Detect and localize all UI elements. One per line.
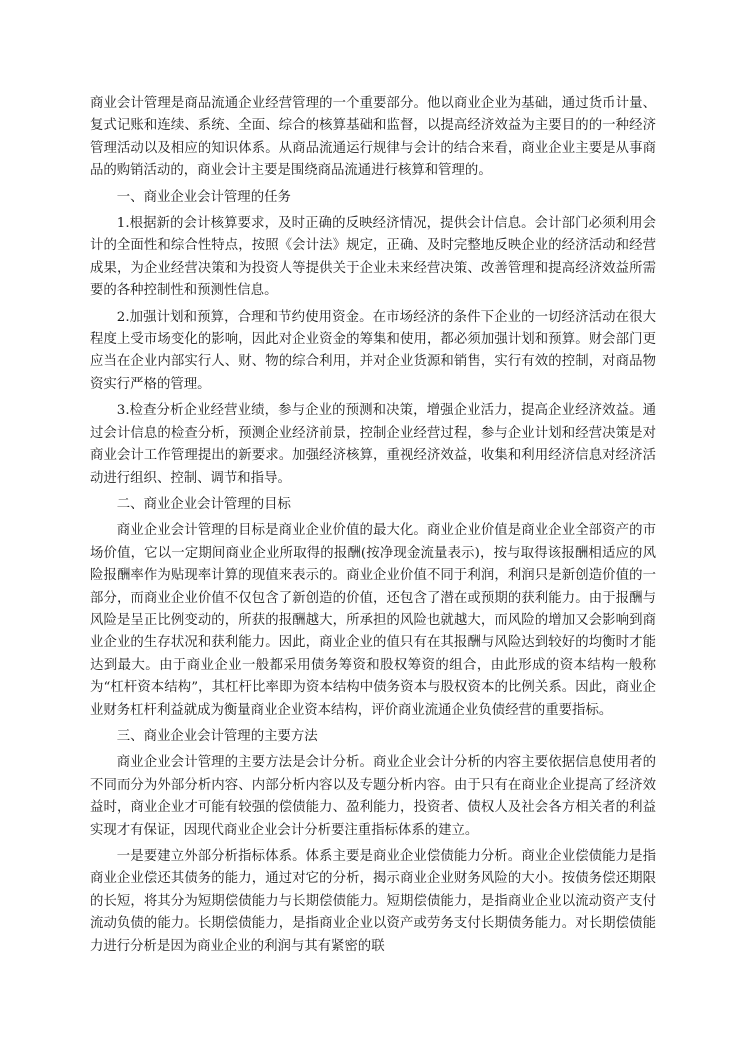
section-2-paragraph: 商业企业会计管理的目标是商业企业价值的最大化。商业企业价值是商业企业全部资产的市场价值，它以一定期间商业企业所取得的报酬(按净现金流量表示)，按与取得该报酬相适应的风险报酬率作为贴现率计算的现值来表示的。商业企业价值不同于利润，利润只是新创造价值的一部分，而商业企业价值不仅包含了新创造的价值，还包含了潜在或预期的获利能力。由于报酬与风险是呈正比例变动的，所获的报酬越大，所承担的风险也就越大，而风险的增加又会影响到商业企业的生存状况和获利能力。因此，商业企业的值只有在其报酬与风险达到较好的均衡时才能达到最大。由于商业企业一般都采用债务筹资和股权筹资的组合，由此形成的资本结构一般称为“杠杆资本结构”，其杠杆比率即为资本结构中债务资本与股权资本的比例关系。因此，商业企业财务杠杆利益就成为衡量商业企业资本结构，评价商业流通企业负债经营的重要指标。 xyxy=(90,523,656,718)
section-1-heading: 一、商业企业会计管理的任务 xyxy=(116,189,291,205)
section-3-paragraph-2: 一是要建立外部分析指标体系。体系主要是商业企业偿债能力分析。商业企业偿债能力是指商业企业偿还其债务的能力，通过对它的分析，揭示商业企业财务风险的大小。按债务偿还期限的长短，将其分为短期偿债能力与长期偿债能力。短期偿债能力，是指商业企业以流动资产支付流动负债的能力。长期偿债能力，是指商业企业以资产或劳务支付长期债务能力。对长期偿债能力进行分析是因为商业企业的利润与其有紧密的联 xyxy=(90,849,656,954)
section-1-item-2: 2.加强计划和预算，合理和节约使用资金。在市场经济的条件下企业的一切经济活动在很大程度上受市场变化的影响，因此对企业资金的筹集和使用，都必须加强计划和预算。财会部门更应当在企业内部实行人、财、物的综合利用，并对企业货源和销售，实行有效的控制，对商品物资实行严格的管理。 xyxy=(90,309,656,392)
section-3-heading: 三、商业企业会计管理的主要方法 xyxy=(116,728,318,744)
section-2-heading: 二、商业企业会计管理的目标 xyxy=(116,496,291,512)
section-1-item-3: 3.检查分析企业经营业绩，参与企业的预测和决策，增强企业活力，提高企业经济效益。通过会计信息的检查分析，预测企业经济前景，控制企业经营过程，参与企业计划和经营决策是对商业会计工作管理提出的新要求。加强经济核算，重视经济效益，收集和利用经济信息对经济活动进行组织、控制、调节和指导。 xyxy=(90,403,656,486)
document-page xyxy=(90,93,656,962)
intro-paragraph: 商业会计管理是商品流通企业经营管理的一个重要部分。他以商业企业为基础，通过货币计量、复式记账和连续、系统、全面、综合的核算基础和监督，以提高经济效益为主要目的的一种经济管理活动以及相应的知识体系。从商品流通运行规律与会计的结合来看，商业企业主要是从事商品的购销活动的，商业会计主要是围绕商品流通进行核算和管理的。 xyxy=(90,96,656,179)
section-3-paragraph-1: 商业企业会计管理的主要方法是会计分析。商业企业会计分析的内容主要依据信息使用者的不同而分为外部分析内容、内部分析内容以及专题分析内容。由于只有在商业企业提高了经济效益时，商业企业才可能有较强的偿债能力、盈利能力，投资者、债权人及社会各方相关者的利益实现才有保证，因现代商业企业会计分析要注重指标体系的建立。 xyxy=(90,755,656,838)
section-1-item-1: 1.根据新的会计核算要求，及时正确的反映经济情况，提供会计信息。会计部门必须利用会计的全面性和综合性特点，按照《会计法》规定，正确、及时完整地反映企业的经济活动和经营成果，为企业经营决策和为投资人等提供关于企业未来经营决策、改善管理和提高经济效益所需要的各种控制性和预测性信息。 xyxy=(90,216,656,299)
